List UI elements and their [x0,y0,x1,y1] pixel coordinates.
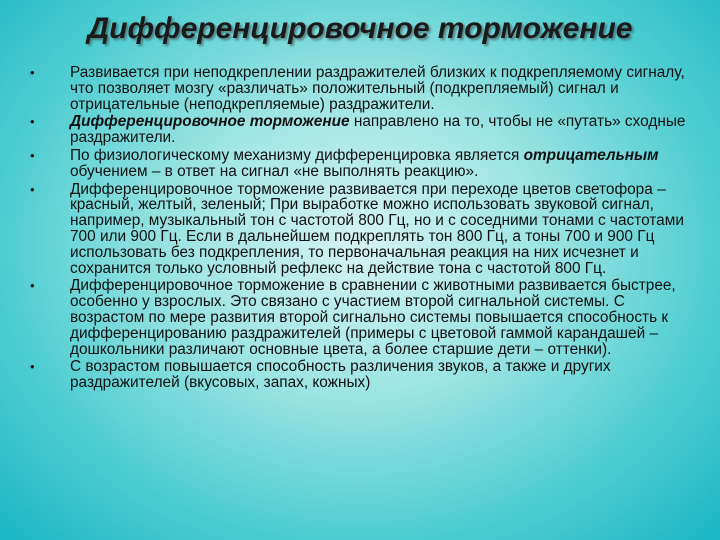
bullet-text: Дифференцировочное торможение в сравнении с животными развивается быстрее, особенно у взрослых. Это связано с участием второй сигнальной системы. С возрастом по мере развития второй сигнально системы повышается способность к дифференцированию раздражителей (примеры с цветовой гаммой карандашей – дошкольники различают основные цвета, а более старшие дети – оттенки). [70,277,676,358]
bullet-item [26,65,698,112]
bullet-marker: • [30,114,35,130]
bullet-text: направлено на то, чтобы не «путать» сходные раздражители. [70,113,686,147]
bullet-marker: • [30,65,35,80]
bullet-text: Дифференцировочное торможение развивается при переходе цветов светофора – красный, желтый, зеленый; При выработке можно использовать звуковой сигнал, например, музыкальный тон с частотой 800 Гц, но и с соседними тонами с частотами 700 или 900 Гц. Если в дальнейшем подкреплять тон 800 Гц, а тоны 700 и 900 Гц использовать без подкрепления, то первоначальная реакция на них исчезнет и сохранится только условный рефлекс на действие тона с частотой 800 Гц. [70,180,684,277]
bullet-item [26,114,698,146]
bullet-text: С возрастом повышается способность различения звуков, а также и других раздражителей (вкусовых, запах, кожных) [70,358,611,392]
slide-title: Дифференцировочное торможение [87,12,633,45]
bullet-text: обучением – в ответ на сигнал «не выполнять реакцию». [70,162,479,180]
emphasized-term: отрицательным [523,146,659,164]
bullet-marker: • [30,278,35,294]
bullet-text: Развивается при неподкреплении раздражителей близких к подкрепляемому сигналу, что позволяет мозгу «различать» положительный (подкрепляемый) сигнал и отрицательные (неподкрепляемые) раздражители. [70,64,685,113]
bullet-text: По физиологическому механизму дифференцировка является [70,146,524,164]
bullet-list [26,65,698,393]
emphasized-term: Дифференцировочное торможение [70,113,350,131]
bullet-item [26,182,698,277]
bullet-item [26,359,698,391]
bullet-marker: • [30,147,35,163]
bullet-marker: • [30,359,35,375]
bullet-item [26,148,698,180]
bullet-marker: • [30,181,35,197]
bullet-item [26,278,698,357]
